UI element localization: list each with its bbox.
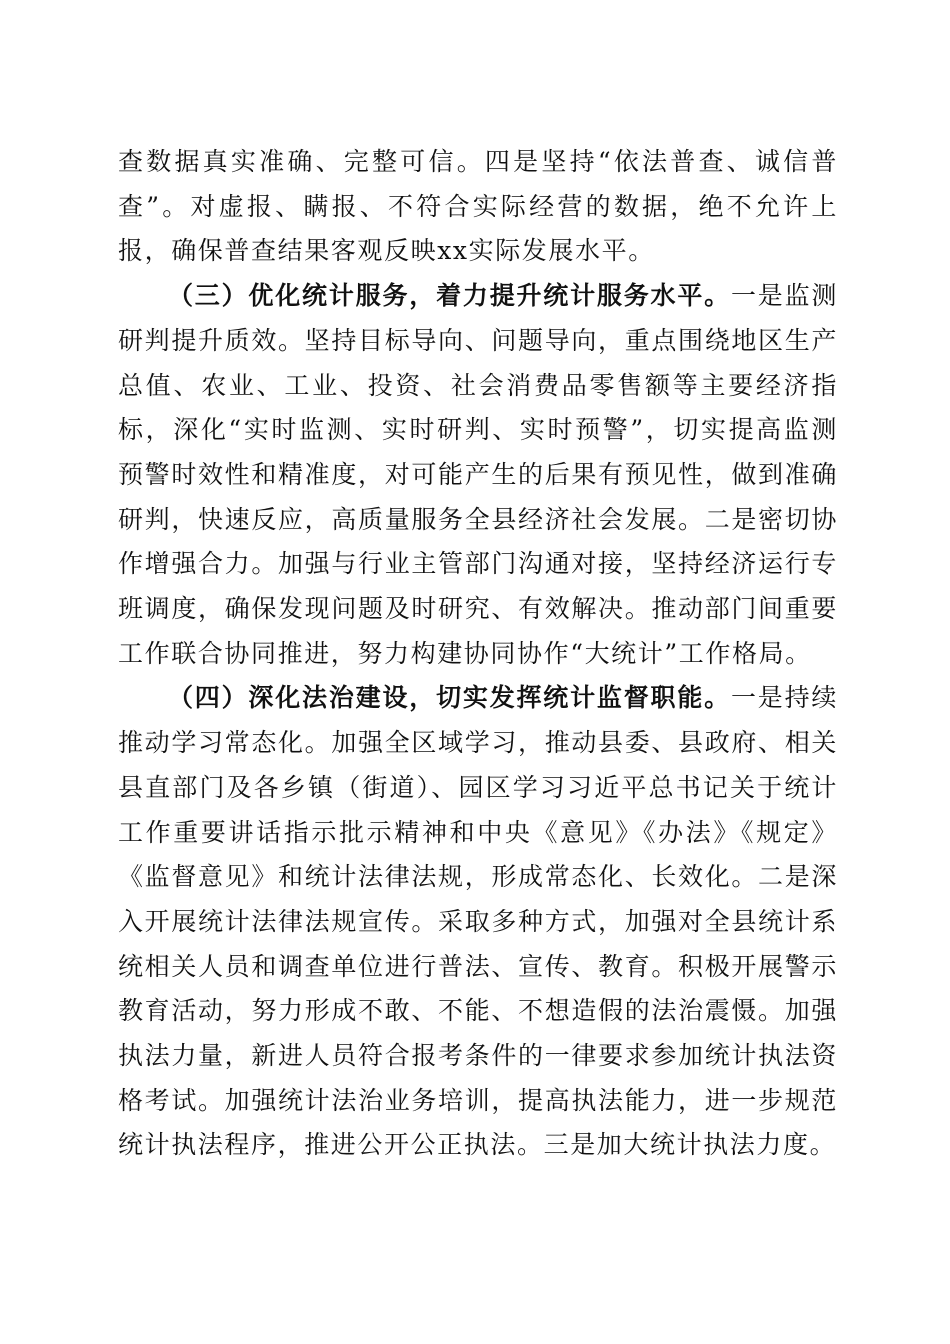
paragraph-continuation (118, 140, 838, 274)
paragraph-body: 一是监测研判提升质效。坚持目标导向、问题导向，重点围绕地区生产总值、农业、工业、投资、社会消费品零售额等主要经济指标，深化“实时监测、实时研判、实时预警”，切实提高监测预警时效性和精准度，对可能产生的后果有预见性，做到准确研判，快速反应，高质量服务全县经济社会发展。二是密切协作增强合力。加强与行业主管部门沟通对接，坚持经济运行专班调度，确保发现问题及时研究、有效解决。推动部门间重要工作联合协同推进，努力构建协同协作“大统计”工作格局。 (118, 281, 838, 668)
paragraph-body: 一是持续推动学习常态化。加强全区域学习，推动县委、县政府、相关县直部门及各乡镇（街道）、园区学习习近平总书记关于统计工作重要讲话指示批示精神和中央《意见》《办法》《规定》《监督意见》和统计法律法规，形成常态化、长效化。二是深入开展统计法律法规宣传。采取多种方式，加强对全县统计系统相关人员和调查单位进行普法、宣传、教育。积极开展警示教育活动，努力形成不敢、不能、不想造假的法治震慑。加强执法力量，新进人员符合报考条件的一律要求参加统计执法资格考试。加强统计法治业务培训，提高执法能力，进一步规范统计执法程序，推进公开公正执法。三是加大统计执法力度。 (118, 683, 838, 1160)
document-body (118, 140, 838, 1168)
section-heading-four: （四）深化法治建设，切实发挥统计监督职能。 (168, 683, 731, 713)
paragraph-section-three (118, 274, 838, 676)
section-heading-three: （三）优化统计服务，着力提升统计服务水平。 (168, 281, 731, 311)
paragraph-body: 查数据真实准确、完整可信。四是坚持“依法普查、诚信普查”。对虚报、瞒报、不符合实际经营的数据，绝不允许上报，确保普查结果客观反映xx实际发展水平。 (118, 147, 838, 266)
paragraph-section-four (118, 676, 838, 1168)
